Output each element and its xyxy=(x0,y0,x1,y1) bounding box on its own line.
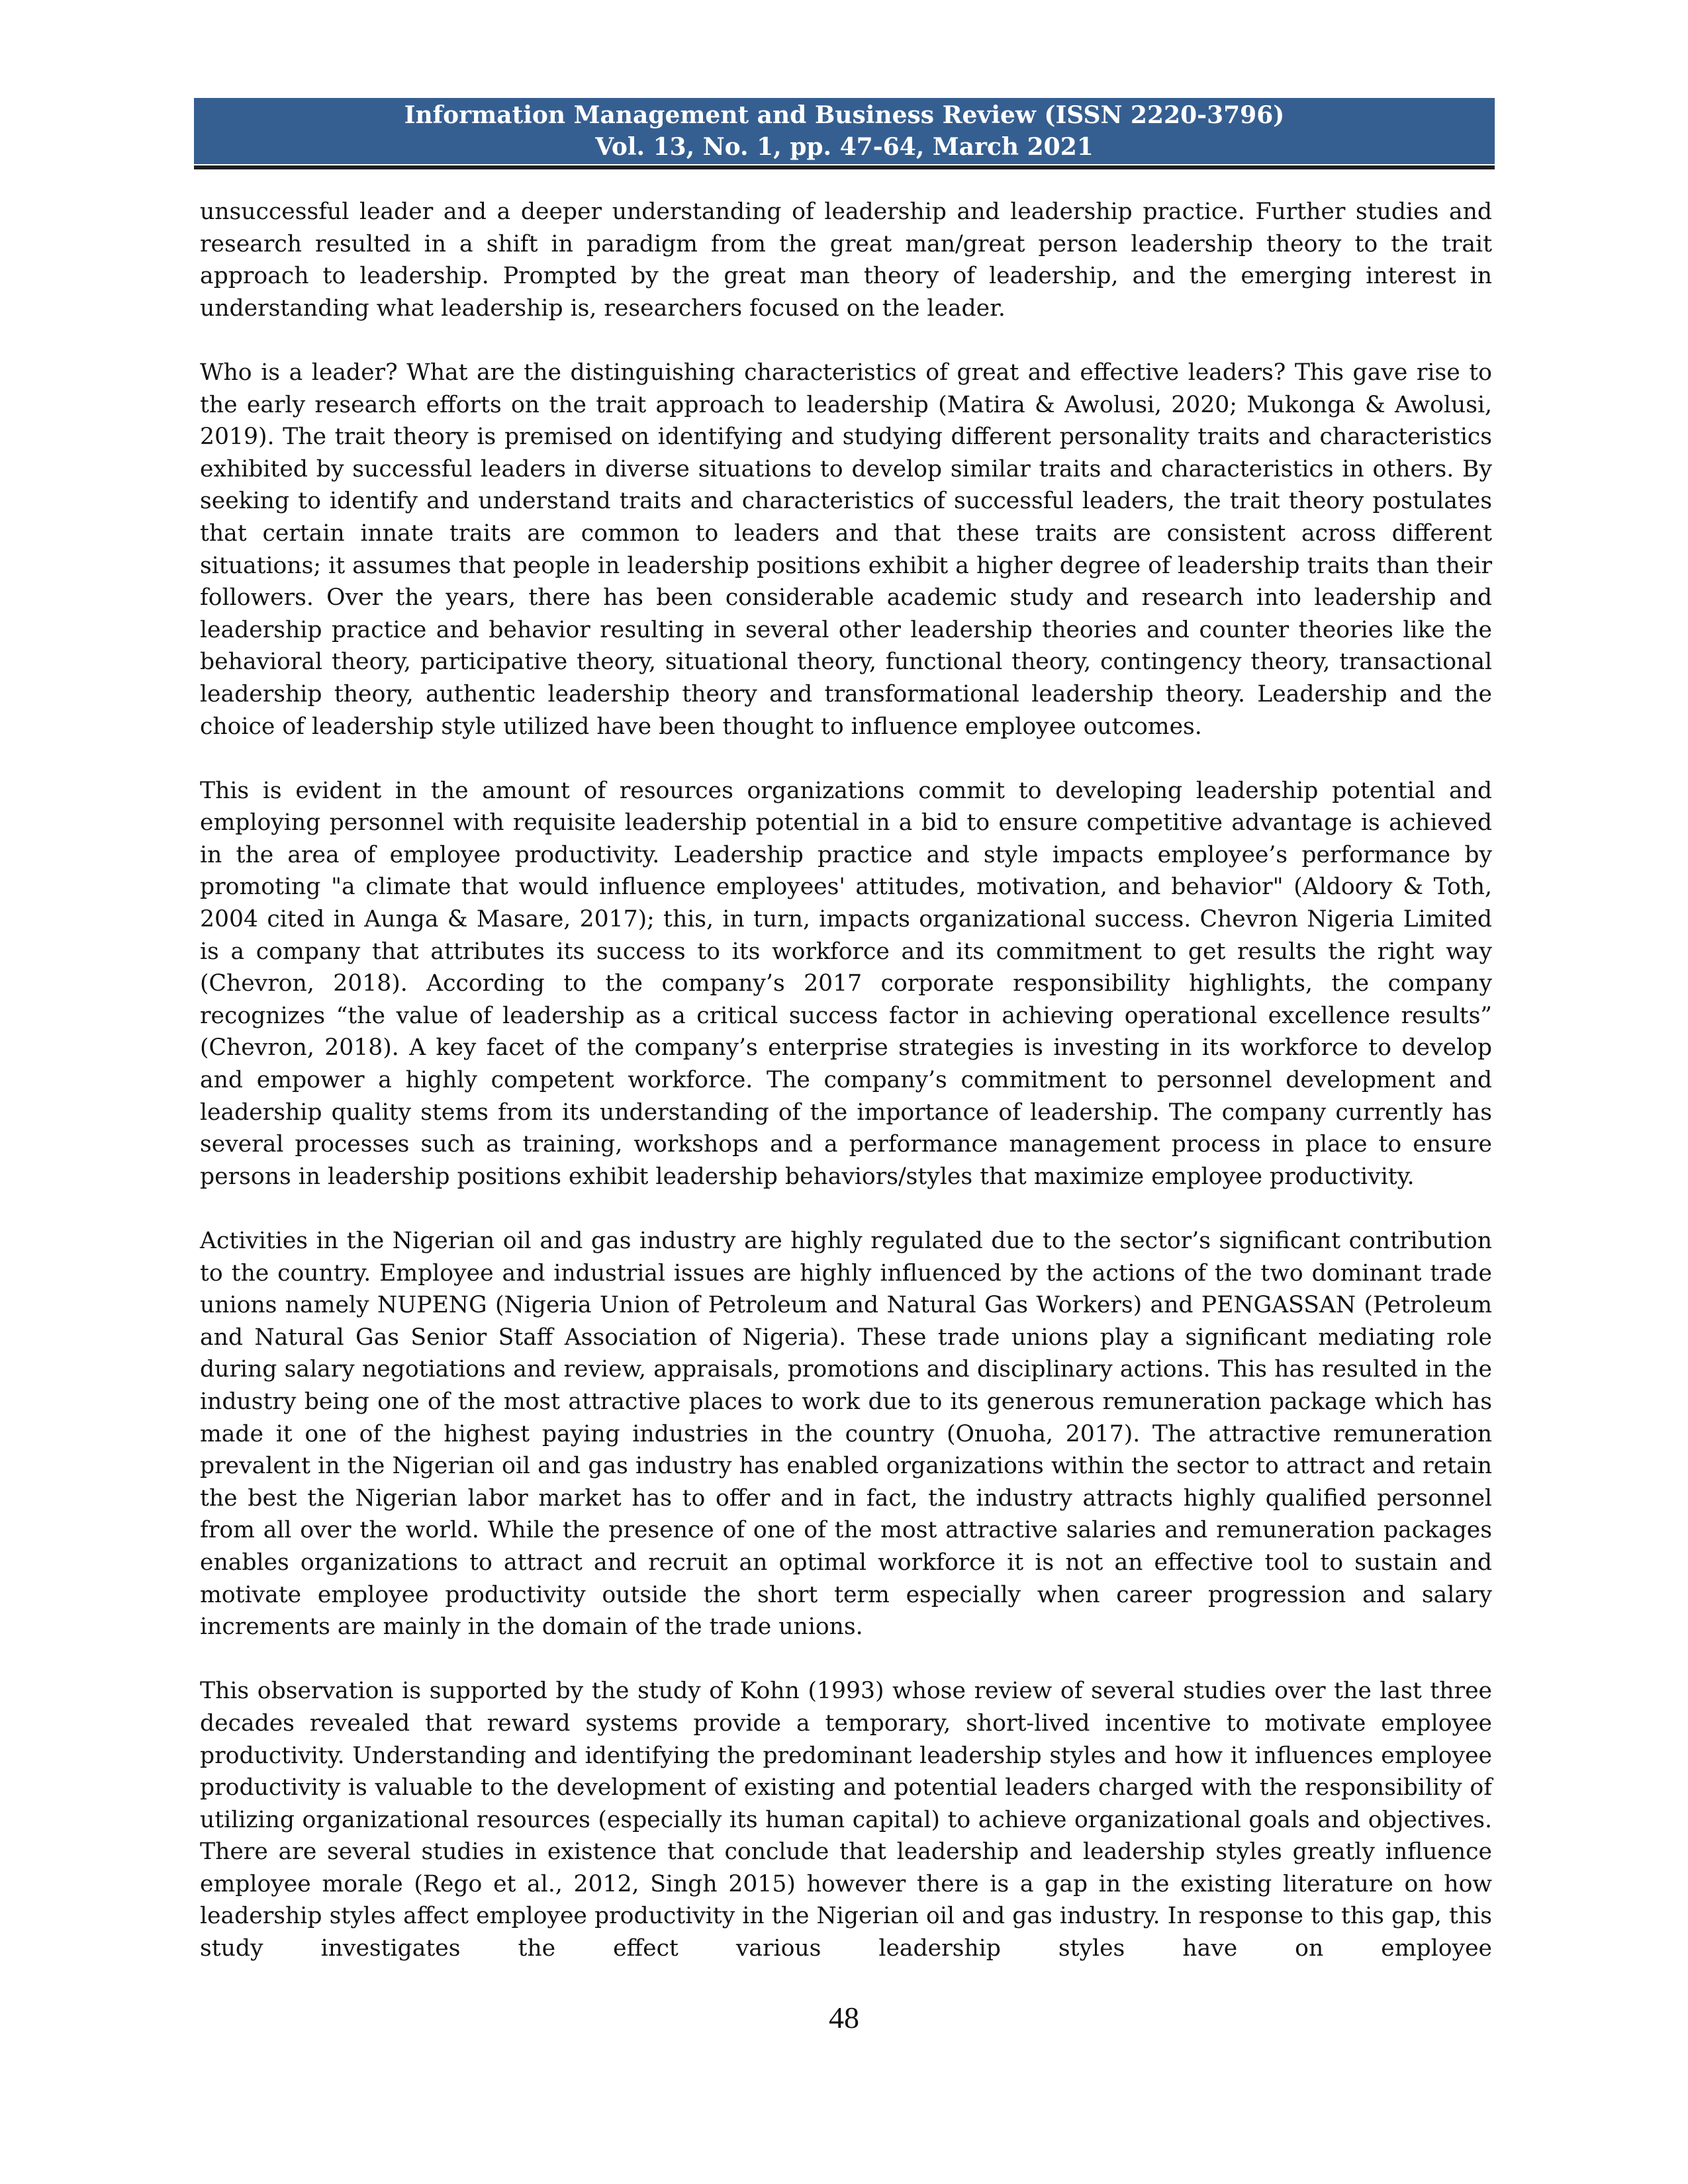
paragraph: unsuccessful leader and a deeper understanding of leadership and leadership practice. Further studies and research resulted in a shift in paradigm from the great man/great person leadership theory to the trait approach to leadership. Prompted by the great man theory of leadership, and the emerging interest in understanding what leadership is, researchers focused on the leader. xyxy=(200,199,1492,322)
paragraph: Who is a leader? What are the distinguishing characteristics of great and effective leaders? This gave rise to the early research efforts on the trait approach to leadership (Matira & Awolusi, 2020; Mukonga & Awolusi, 2019). The trait theory is premised on identifying and studying different personality traits and characteristics exhibited by successful leaders in diverse situations to develop similar traits and characteristics in others. By seeking to identify and understand traits and characteristics of successful leaders, the trait theory postulates that certain innate traits are common to leaders and that these traits are consistent across different situations; it assumes that people in leadership positions exhibit a higher degree of leadership traits than their followers. Over the years, there has been considerable academic study and research into leadership and leadership practice and behavior resulting in several other leadership theories and counter theories like the behavioral theory, participative theory, situational theory, functional theory, contingency theory, transactional leadership theory, authentic leadership theory and transformational leadership theory. Leadership and the choice of leadership style utilized have been thought to influence employee outcomes. xyxy=(200,359,1492,740)
paragraph: This observation is supported by the study of Kohn (1993) whose review of several studies over the last three decades revealed that reward systems provide a temporary, short-lived incentive to motivate employee productivity. Understanding and identifying the predominant leadership styles and how it influences employee productivity is valuable to the development of existing and potential leaders charged with the responsibility of utilizing organizational resources (especially its human capital) to achieve organizational goals and objectives. There are several studies in existence that conclude that leadership and leadership styles greatly influence employee morale (Rego et al., 2012, Singh 2015) however there is a gap in the existing literature on how leadership styles affect employee productivity in the Nigerian oil and gas industry. In response to this gap, this study investigates the effect various leadership styles have on employee xyxy=(200,1678,1492,1962)
header-rule xyxy=(194,165,1495,169)
journal-header xyxy=(194,98,1495,164)
article-body xyxy=(200,196,1492,1965)
paragraph: This is evident in the amount of resources organizations commit to developing leadership potential and employing personnel with requisite leadership potential in a bid to ensure competitive advantage is achieved in the area of employee productivity. Leadership practice and style impacts employee’s performance by promoting "a climate that would influence employees' attitudes, motivation, and behavior" (Aldoory & Toth, 2004 cited in Aunga & Masare, 2017); this, in turn, impacts organizational success. Chevron Nigeria Limited is a company that attributes its success to its workforce and its commitment to get results the right way (Chevron, 2018). According to the company’s 2017 corporate responsibility highlights, the company recognizes “the value of leadership as a critical success factor in achieving operational excellence results” (Chevron, 2018). A key facet of the company’s enterprise strategies is investing in its workforce to develop and empower a highly competent workforce. The company’s commitment to personnel development and leadership quality stems from its understanding of the importance of leadership. The company currently has several processes such as training, workshops and a performance management process in place to ensure persons in leadership positions exhibit leadership behaviors/styles that maximize employee productivity. xyxy=(200,777,1492,1190)
journal-title: Information Management and Business Review (ISSN 2220-3796) xyxy=(404,101,1285,129)
paragraph: Activities in the Nigerian oil and gas industry are highly regulated due to the sector’s significant contribution to the country. Employee and industrial issues are highly influenced by the actions of the two dominant trade unions namely NUPENG (Nigeria Union of Petroleum and Natural Gas Workers) and PENGASSAN (Petroleum and Natural Gas Senior Staff Association of Nigeria). These trade unions play a significant mediating role during salary negotiations and review, appraisals, promotions and disciplinary actions. This has resulted in the industry being one of the most attractive places to work due to its generous remuneration package which has made it one of the highest paying industries in the country (Onuoha, 2017). The attractive remuneration prevalent in the Nigerian oil and gas industry has enabled organizations within the sector to attract and retain the best the Nigerian labor market has to offer and in fact, the industry attracts highly qualified personnel from all over the world. While the presence of one of the most attractive salaries and remuneration packages enables organizations to attract and recruit an optimal workforce it is not an effective tool to sustain and motivate employee productivity outside the short term especially when career progression and salary increments are mainly in the domain of the trade unions. xyxy=(200,1228,1492,1641)
journal-volume: Vol. 13, No. 1, pp. 47-64, March 2021 xyxy=(595,133,1094,161)
page-number: 48 xyxy=(829,2001,859,2034)
